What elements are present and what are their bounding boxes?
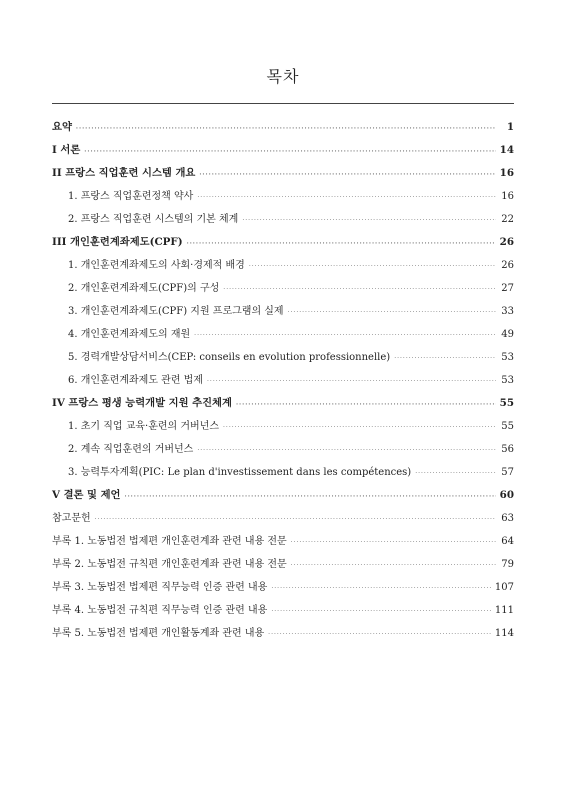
toc-entry-page: 107 — [494, 582, 514, 593]
toc-entry[interactable] — [52, 323, 514, 346]
toc-entry-page: 33 — [501, 306, 514, 317]
toc-entry[interactable] — [52, 231, 514, 254]
toc-entry-label: 3. 능력투자계획(PIC: Le plan d'investissement dans les compétences) — [68, 467, 412, 478]
toc-entry-page: 26 — [499, 236, 514, 248]
leader-dots — [197, 439, 496, 462]
toc-entry-label: V 결론 및 제언 — [52, 489, 121, 501]
toc-entry-page: 16 — [499, 167, 514, 179]
leader-dots — [84, 140, 495, 163]
toc-entry-label: 요약 — [52, 121, 72, 133]
toc-entry[interactable] — [52, 369, 514, 392]
toc-entry-label: 1. 프랑스 직업훈련정책 약사 — [68, 191, 194, 202]
toc-entry-label: IV 프랑스 평생 능력개발 지원 추진체계 — [52, 397, 232, 409]
toc-entry[interactable] — [52, 461, 514, 484]
toc-entry-label: 6. 개인훈련계좌제도 관련 법제 — [68, 375, 203, 386]
toc-entry[interactable] — [52, 553, 514, 576]
toc-entry[interactable] — [52, 139, 514, 162]
toc-entry-page: 111 — [494, 605, 514, 616]
leader-dots — [249, 255, 496, 278]
toc-entry[interactable] — [52, 576, 514, 599]
toc-entry[interactable] — [52, 346, 514, 369]
toc-entry-page: 56 — [501, 444, 514, 455]
toc-entry[interactable] — [52, 622, 514, 645]
toc-entry-page: 16 — [501, 191, 514, 202]
toc-entry-page: 14 — [499, 144, 514, 156]
toc-entry-label: 4. 개인훈련계좌제도의 재원 — [68, 329, 191, 340]
leader-dots — [394, 347, 496, 370]
toc-entry-page: 53 — [501, 375, 514, 386]
toc-entry-page: 60 — [499, 489, 514, 501]
toc-entry-page: 26 — [501, 260, 514, 271]
leader-dots — [223, 278, 496, 301]
toc-entry-label: III 개인훈련계좌제도(CPF) — [52, 236, 183, 248]
toc-entry-label: 2. 계속 직업훈련의 거버넌스 — [68, 444, 194, 455]
toc-entry[interactable] — [52, 116, 514, 139]
toc-entry-label: 부록 2. 노동법전 규칙편 개인훈련계좌 관련 내용 전문 — [52, 559, 287, 570]
toc-entry-label: II 프랑스 직업훈련 시스템 개요 — [52, 167, 196, 179]
page-title: 목차 — [266, 67, 300, 86]
toc-entry[interactable] — [52, 185, 514, 208]
toc-entry[interactable] — [52, 162, 514, 185]
toc-entry-page: 55 — [499, 397, 514, 409]
toc-entry-label: 부록 4. 노동법전 규칙편 직무능력 인증 관련 내용 — [52, 605, 268, 616]
toc-entry-page: 114 — [494, 628, 514, 639]
leader-dots — [194, 324, 496, 347]
toc-entry-page: 49 — [501, 329, 514, 340]
toc-entry[interactable] — [52, 530, 514, 553]
leader-dots — [268, 623, 491, 646]
leader-dots — [187, 232, 496, 255]
toc-entry[interactable] — [52, 415, 514, 438]
leader-dots — [271, 577, 491, 600]
toc-entry-page: 57 — [501, 467, 514, 478]
toc-entry-page: 55 — [501, 421, 514, 432]
leader-dots — [223, 416, 496, 439]
toc-entry-label: 부록 3. 노동법전 법제편 직무능력 인증 관련 내용 — [52, 582, 268, 593]
leader-dots — [271, 600, 491, 623]
leader-dots — [242, 209, 496, 232]
toc-entry[interactable] — [52, 392, 514, 415]
toc-entry[interactable] — [52, 300, 514, 323]
leader-dots — [415, 462, 496, 485]
toc-entry-label: I 서론 — [52, 144, 81, 156]
toc-entry-label: 3. 개인훈련계좌제도(CPF) 지원 프로그램의 실제 — [68, 306, 284, 317]
leader-dots — [291, 554, 496, 577]
leader-dots — [199, 163, 495, 186]
leader-dots — [124, 485, 495, 508]
toc-entry-page: 27 — [501, 283, 514, 294]
toc-entry[interactable] — [52, 507, 514, 530]
leader-dots — [207, 370, 496, 393]
table-of-contents — [52, 116, 514, 645]
leader-dots — [288, 301, 496, 324]
toc-entry-page: 79 — [501, 559, 514, 570]
title-divider — [52, 103, 514, 104]
toc-entry-label: 1. 개인훈련계좌제도의 사회·경제적 배경 — [68, 260, 245, 271]
toc-entry[interactable] — [52, 438, 514, 461]
toc-entry-label: 5. 경력개발상담서비스(CEP: conseils en evolution professionnelle) — [68, 352, 391, 363]
toc-entry-page: 22 — [501, 214, 514, 225]
toc-entry-page: 53 — [501, 352, 514, 363]
toc-entry-label: 1. 초기 직업 교육·훈련의 거버넌스 — [68, 421, 220, 432]
toc-entry-page: 1 — [506, 121, 514, 133]
toc-entry-label: 참고문헌 — [52, 513, 91, 524]
leader-dots — [291, 531, 496, 554]
toc-entry[interactable] — [52, 277, 514, 300]
toc-entry[interactable] — [52, 254, 514, 277]
toc-entry[interactable] — [52, 484, 514, 507]
toc-entry-label: 부록 1. 노동법전 법제편 개인훈련계좌 관련 내용 전문 — [52, 536, 287, 547]
toc-entry-label: 부록 5. 노동법전 법제편 개인활동계좌 관련 내용 — [52, 628, 265, 639]
toc-entry[interactable] — [52, 208, 514, 231]
leader-dots — [76, 117, 496, 140]
leader-dots — [197, 186, 496, 209]
leader-dots — [236, 393, 496, 416]
leader-dots — [95, 508, 496, 531]
toc-entry-page: 64 — [501, 536, 514, 547]
toc-entry-label: 2. 개인훈련계좌제도(CPF)의 구성 — [68, 283, 220, 294]
toc-entry-label: 2. 프랑스 직업훈련 시스템의 기본 체계 — [68, 214, 239, 225]
toc-entry-page: 63 — [501, 513, 514, 524]
toc-entry[interactable] — [52, 599, 514, 622]
